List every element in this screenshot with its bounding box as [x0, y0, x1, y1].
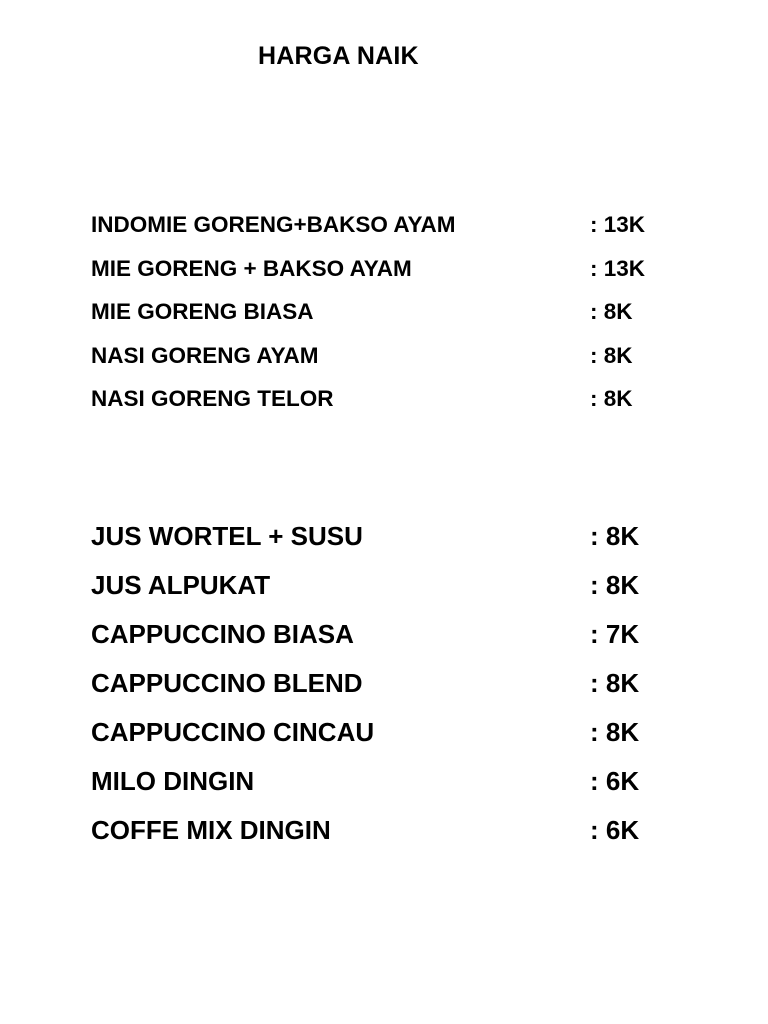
- item-name: CAPPUCCINO CINCAU: [91, 717, 375, 747]
- item-price: : 8K: [590, 299, 633, 324]
- item-price: : 13K: [590, 212, 646, 237]
- drink-row: [91, 610, 711, 659]
- item-price: : 6K: [590, 815, 640, 845]
- item-name: NASI GORENG TELOR: [91, 386, 334, 411]
- item-name: MIE GORENG BIASA: [91, 299, 314, 324]
- item-price: : 8K: [590, 570, 640, 600]
- page-title: HARGA NAIK: [258, 42, 419, 70]
- item-name: MIE GORENG + BAKSO AYAM: [91, 255, 412, 281]
- food-row: [91, 290, 711, 334]
- item-price: : 8K: [590, 717, 640, 747]
- item-name: CAPPUCCINO BIASA: [91, 619, 354, 649]
- item-price: : 8K: [590, 521, 640, 551]
- item-name: INDOMIE GORENG+BAKSO AYAM: [91, 212, 456, 237]
- item-name: JUS WORTEL + SUSU: [91, 521, 363, 551]
- item-name: COFFE MIX DINGIN: [91, 815, 331, 845]
- food-row: [91, 334, 711, 378]
- food-row: [91, 203, 711, 247]
- item-name: NASI GORENG AYAM: [91, 342, 319, 368]
- item-price: : 8K: [590, 342, 633, 368]
- food-row: [91, 377, 711, 421]
- item-price: : 13K: [590, 255, 646, 281]
- item-price: : 7K: [590, 619, 640, 649]
- item-price: : 8K: [590, 386, 633, 411]
- item-price: : 6K: [590, 766, 640, 796]
- item-name: MILO DINGIN: [91, 766, 255, 796]
- food-row: [91, 247, 711, 291]
- drink-row: [91, 659, 711, 708]
- item-name: CAPPUCCINO BLEND: [91, 668, 363, 698]
- drink-row: [91, 757, 711, 806]
- item-name: JUS ALPUKAT: [91, 570, 271, 600]
- drink-row: [91, 708, 711, 757]
- item-price: : 8K: [590, 668, 640, 698]
- drink-price-list: [91, 512, 711, 855]
- drink-row: [91, 561, 711, 610]
- drink-row: [91, 806, 711, 855]
- food-price-list: [91, 203, 711, 421]
- drink-row: [91, 512, 711, 561]
